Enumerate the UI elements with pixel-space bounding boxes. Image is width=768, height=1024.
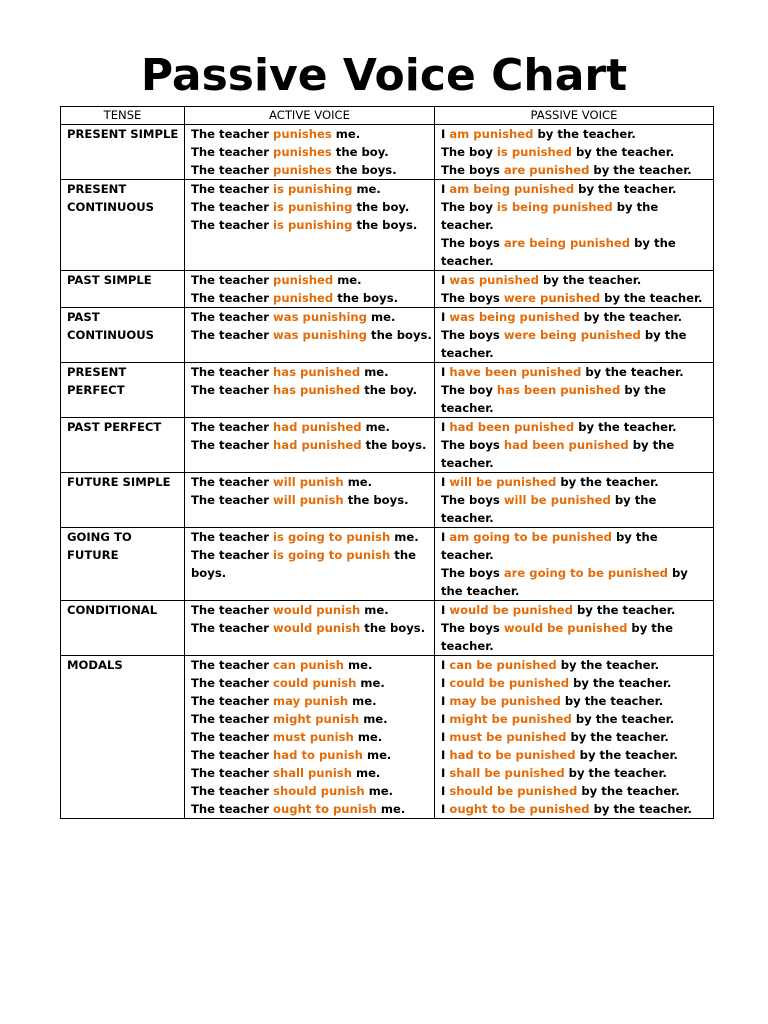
active-voice-cell (185, 308, 435, 363)
sentence-text: The teacher (191, 784, 274, 798)
sentence-text: by the teacher. (441, 530, 658, 562)
verb-highlight: should be punished (449, 784, 578, 798)
verb-highlight: am punished (449, 127, 534, 141)
tense-cell (61, 308, 185, 363)
verb-highlight: have been punished (449, 365, 582, 379)
table-row (61, 418, 714, 473)
active-voice-cell (185, 528, 435, 601)
active-voice-cell (185, 656, 435, 819)
verb-highlight: was punishing (273, 328, 367, 342)
sentence-text: The teacher (191, 420, 274, 434)
verb-highlight: will be punished (503, 493, 611, 507)
sentence-text: The boys (441, 163, 504, 177)
sentence-text: I (441, 802, 450, 816)
active-sentence (191, 692, 434, 710)
header-tense: TENSE (61, 107, 185, 125)
verb-highlight: was being punished (449, 310, 580, 324)
passive-voice-table (60, 106, 714, 819)
passive-voice-cell (435, 601, 714, 656)
sentence-text: by the teacher. (441, 438, 675, 470)
sentence-text: me. (343, 658, 373, 672)
sentence-text: The teacher (191, 748, 274, 762)
tense-label: PAST PERFECT (67, 420, 162, 434)
sentence-text: me. (348, 694, 377, 708)
sentence-text: me. (376, 802, 406, 816)
verb-highlight: could be punished (449, 676, 570, 690)
sentence-text: by the teacher. (574, 182, 677, 196)
passive-sentence (441, 564, 713, 600)
verb-highlight: punished (273, 291, 334, 305)
verb-highlight: might punish (273, 712, 360, 726)
verb-highlight: punishes (273, 163, 332, 177)
tense-cell (61, 271, 185, 308)
tense-label: PRESENT SIMPLE (67, 127, 179, 141)
verb-highlight: is punished (496, 145, 572, 159)
verb-highlight: were being punished (503, 328, 641, 342)
verb-highlight: am being punished (449, 182, 575, 196)
sentence-text: me. (361, 420, 390, 434)
verb-highlight: might be punished (449, 712, 572, 726)
active-sentence (191, 782, 434, 800)
verb-highlight: will punish (273, 493, 344, 507)
sentence-text: the boy. (331, 145, 389, 159)
passive-voice-cell (435, 125, 714, 180)
verb-highlight: punished (273, 273, 334, 287)
passive-sentence (441, 418, 713, 436)
passive-sentence (441, 728, 713, 746)
sentence-text: The teacher (191, 475, 274, 489)
sentence-text: I (441, 273, 450, 287)
table-row (61, 125, 714, 180)
passive-sentence (441, 782, 713, 800)
sentence-text: I (441, 730, 450, 744)
passive-sentence (441, 619, 713, 655)
active-sentence (191, 800, 434, 818)
verb-highlight: am going to be punished (449, 530, 612, 544)
tense-label: CONTINUOUS (67, 200, 155, 214)
sentence-text: me. (359, 712, 388, 726)
verb-highlight: is being punished (496, 200, 613, 214)
sentence-text: I (441, 676, 450, 690)
active-sentence (191, 674, 434, 692)
sentence-text: by the teacher. (564, 766, 667, 780)
verb-highlight: would punish (273, 603, 361, 617)
passive-sentence (441, 710, 713, 728)
sentence-text: the boys. (352, 218, 418, 232)
verb-highlight: had punished (273, 438, 362, 452)
sentence-text: the boys. (331, 163, 397, 177)
sentence-text: by the teacher. (533, 127, 636, 141)
table-row (61, 528, 714, 601)
verb-highlight: may be punished (449, 694, 561, 708)
passive-voice-cell (435, 656, 714, 819)
sentence-text: I (441, 712, 450, 726)
verb-highlight: is punishing (273, 218, 353, 232)
tense-label: PRESENT (67, 182, 127, 196)
sentence-text: by the teacher. (579, 310, 682, 324)
sentence-text: by the teacher. (571, 145, 675, 159)
active-sentence (191, 381, 434, 399)
verb-highlight: would punish (273, 621, 361, 635)
sentence-text: the boys. (360, 621, 426, 635)
tense-cell (61, 363, 185, 418)
verb-highlight: will be punished (449, 475, 557, 489)
sentence-text: The boys (441, 621, 504, 635)
sentence-text: me. (362, 748, 392, 762)
sentence-text: me. (351, 766, 381, 780)
passive-sentence (441, 473, 713, 491)
verb-highlight: were punished (503, 291, 601, 305)
active-voice-cell (185, 125, 435, 180)
sentence-text: The teacher (191, 766, 274, 780)
sentence-text: by the teacher. (556, 475, 659, 489)
sentence-text: The teacher (191, 493, 274, 507)
sentence-text: The teacher (191, 127, 274, 141)
verb-highlight: is going to punish (273, 530, 391, 544)
sentence-text: I (441, 310, 450, 324)
verb-highlight: can be punished (449, 658, 557, 672)
active-voice-cell (185, 271, 435, 308)
verb-highlight: may punish (273, 694, 349, 708)
active-sentence (191, 546, 434, 582)
verb-highlight: would be punished (503, 621, 628, 635)
sentence-text: me. (343, 475, 373, 489)
tense-label: CONDITIONAL (67, 603, 158, 617)
verb-highlight: could punish (273, 676, 357, 690)
tense-label: GOING TO (67, 530, 132, 544)
verb-highlight: is punishing (273, 200, 353, 214)
tense-cell (61, 180, 185, 271)
sentence-text: me. (353, 730, 383, 744)
sentence-text: I (441, 530, 450, 544)
passive-voice-cell (435, 308, 714, 363)
tense-cell (61, 418, 185, 473)
table-header-row (61, 107, 714, 125)
active-sentence (191, 710, 434, 728)
active-sentence (191, 764, 434, 782)
table-row (61, 363, 714, 418)
tense-label: MODALS (67, 658, 123, 672)
verb-highlight: are punished (503, 163, 590, 177)
passive-voice-cell (435, 473, 714, 528)
verb-highlight: will punish (273, 475, 344, 489)
verb-highlight: had to punish (273, 748, 363, 762)
sentence-text: I (441, 420, 450, 434)
sentence-text: by the teacher. (441, 200, 659, 232)
active-voice-cell (185, 363, 435, 418)
passive-sentence (441, 436, 713, 472)
sentence-text: the boys. (333, 291, 399, 305)
passive-sentence (441, 674, 713, 692)
passive-voice-cell (435, 363, 714, 418)
tense-label: FUTURE (67, 548, 119, 562)
tense-label: FUTURE SIMPLE (67, 475, 171, 489)
sentence-text: the boy. (352, 200, 410, 214)
active-sentence (191, 326, 434, 344)
header-active-voice: ACTIVE VOICE (185, 107, 435, 125)
tense-cell (61, 528, 185, 601)
sentence-text: The boys (441, 566, 504, 580)
sentence-text: by the teacher. (538, 273, 642, 287)
sentence-text: the boys. (343, 493, 409, 507)
sentence-text: I (441, 603, 450, 617)
passive-sentence (441, 692, 713, 710)
sentence-text: me. (352, 182, 381, 196)
sentence-text: The boys (441, 236, 504, 250)
active-sentence (191, 728, 434, 746)
tense-label: PERFECT (67, 383, 125, 397)
tense-cell (61, 601, 185, 656)
sentence-text: me. (360, 603, 389, 617)
active-sentence (191, 198, 434, 216)
sentence-text: The teacher (191, 694, 274, 708)
verb-highlight: has punished (273, 383, 361, 397)
passive-voice-cell (435, 271, 714, 308)
passive-voice-cell (435, 418, 714, 473)
verb-highlight: was punishing (273, 310, 367, 324)
sentence-text: by the teacher. (574, 420, 677, 434)
sentence-text: The teacher (191, 730, 274, 744)
passive-sentence (441, 363, 713, 381)
sentence-text: me. (366, 310, 396, 324)
active-sentence (191, 619, 434, 637)
passive-sentence (441, 601, 713, 619)
passive-sentence (441, 180, 713, 198)
sentence-text: The teacher (191, 802, 274, 816)
sentence-text: The boy (441, 383, 497, 397)
passive-sentence (441, 289, 713, 307)
sentence-text: The teacher (191, 218, 274, 232)
verb-highlight: would be punished (449, 603, 573, 617)
sentence-text: The teacher (191, 200, 274, 214)
sentence-text: me. (331, 127, 361, 141)
active-voice-cell (185, 473, 435, 528)
active-sentence (191, 125, 434, 143)
active-sentence (191, 601, 434, 619)
sentence-text: the boys. (361, 438, 427, 452)
passive-sentence (441, 161, 713, 179)
verb-highlight: had to be punished (449, 748, 576, 762)
verb-highlight: must punish (273, 730, 354, 744)
sentence-text: I (441, 766, 450, 780)
sentence-text: The teacher (191, 676, 274, 690)
active-sentence (191, 289, 434, 307)
sentence-text: The boy (441, 145, 497, 159)
verb-highlight: should punish (273, 784, 365, 798)
sentence-text: by the teacher. (600, 291, 703, 305)
sentence-text: the boys. (191, 548, 416, 580)
tense-label: PAST SIMPLE (67, 273, 152, 287)
sentence-text: The teacher (191, 712, 274, 726)
active-sentence (191, 271, 434, 289)
passive-sentence (441, 800, 713, 818)
passive-voice-cell (435, 180, 714, 271)
verb-highlight: has been punished (496, 383, 621, 397)
sentence-text: The teacher (191, 328, 274, 342)
sentence-text: by the teacher. (441, 621, 673, 653)
sentence-text: by the teacher. (441, 566, 688, 598)
passive-sentence (441, 381, 713, 417)
sentence-text: by the teacher. (577, 784, 680, 798)
active-sentence (191, 473, 434, 491)
active-sentence (191, 216, 434, 234)
sentence-text: The boys (441, 291, 504, 305)
page-title: Passive Voice Chart (140, 50, 628, 101)
active-sentence (191, 746, 434, 764)
sentence-text: by the teacher. (441, 236, 676, 268)
verb-highlight: punishes (273, 127, 332, 141)
sentence-text: I (441, 475, 450, 489)
passive-sentence (441, 491, 713, 527)
sentence-text: The boys (441, 493, 504, 507)
verb-highlight: has punished (273, 365, 361, 379)
verb-highlight: is punishing (273, 182, 353, 196)
verb-highlight: had punished (273, 420, 362, 434)
sentence-text: by the teacher. (441, 383, 666, 415)
sentence-text: by the teacher. (560, 694, 664, 708)
active-sentence (191, 491, 434, 509)
sentence-text: by the teacher. (441, 328, 687, 360)
tense-label: PRESENT (67, 365, 127, 379)
active-sentence (191, 528, 434, 546)
passive-sentence (441, 528, 713, 564)
sentence-text: I (441, 784, 450, 798)
sentence-text: The teacher (191, 163, 274, 177)
sentence-text: me. (333, 273, 362, 287)
active-sentence (191, 161, 434, 179)
passive-sentence (441, 271, 713, 289)
active-voice-cell (185, 180, 435, 271)
sentence-text: me. (364, 784, 394, 798)
sentence-text: The teacher (191, 273, 274, 287)
sentence-text: The boys (441, 328, 504, 342)
verb-highlight: ought to punish (273, 802, 377, 816)
active-voice-cell (185, 601, 435, 656)
active-voice-cell (185, 418, 435, 473)
active-sentence (191, 418, 434, 436)
sentence-text: The teacher (191, 383, 274, 397)
sentence-text: The teacher (191, 530, 274, 544)
sentence-text: by the teacher. (589, 163, 692, 177)
sentence-text: The boys (441, 438, 504, 452)
sentence-text: The teacher (191, 603, 274, 617)
passive-sentence (441, 125, 713, 143)
verb-highlight: can punish (273, 658, 344, 672)
sentence-text: by the teacher. (575, 748, 678, 762)
sentence-text: by the teacher. (556, 658, 659, 672)
sentence-text: The boy (441, 200, 497, 214)
verb-highlight: had been punished (503, 438, 629, 452)
sentence-text: The teacher (191, 621, 274, 635)
tense-cell (61, 125, 185, 180)
sentence-text: I (441, 365, 450, 379)
sentence-text: by the teacher. (566, 730, 669, 744)
passive-sentence (441, 656, 713, 674)
sentence-text: by the teacher. (571, 712, 675, 726)
passive-sentence (441, 198, 713, 234)
sentence-text: me. (360, 365, 389, 379)
sentence-text: I (441, 182, 450, 196)
sentence-text: by the teacher. (569, 676, 672, 690)
passive-sentence (441, 234, 713, 270)
table-row (61, 473, 714, 528)
active-sentence (191, 363, 434, 381)
passive-sentence (441, 764, 713, 782)
table-row (61, 656, 714, 819)
sentence-text: The teacher (191, 182, 274, 196)
table-row (61, 601, 714, 656)
tense-cell (61, 656, 185, 819)
active-sentence (191, 308, 434, 326)
verb-highlight: are going to be punished (503, 566, 668, 580)
sentence-text: The teacher (191, 145, 274, 159)
passive-sentence (441, 143, 713, 161)
sentence-text: The teacher (191, 438, 274, 452)
sentence-text: I (441, 748, 450, 762)
verb-highlight: are being punished (503, 236, 631, 250)
verb-highlight: ought to be punished (449, 802, 590, 816)
sentence-text: by the teacher. (572, 603, 676, 617)
sentence-text: The teacher (191, 548, 274, 562)
active-sentence (191, 656, 434, 674)
verb-highlight: had been punished (449, 420, 575, 434)
verb-highlight: was punished (449, 273, 539, 287)
passive-sentence (441, 746, 713, 764)
table-row (61, 308, 714, 363)
sentence-text: me. (390, 530, 419, 544)
active-sentence (191, 143, 434, 161)
sentence-text: the boy. (360, 383, 418, 397)
sentence-text: I (441, 658, 450, 672)
table-row (61, 180, 714, 271)
sentence-text: The teacher (191, 658, 274, 672)
tense-label: CONTINUOUS (67, 328, 155, 342)
tense-cell (61, 473, 185, 528)
sentence-text: the boys. (366, 328, 432, 342)
sentence-text: by the teacher. (441, 493, 657, 525)
active-sentence (191, 436, 434, 454)
tense-label: PAST (67, 310, 100, 324)
table-row (61, 271, 714, 308)
sentence-text: The teacher (191, 365, 274, 379)
sentence-text: I (441, 694, 450, 708)
header-passive-voice: PASSIVE VOICE (435, 107, 714, 125)
sentence-text: me. (356, 676, 385, 690)
active-sentence (191, 180, 434, 198)
verb-highlight: shall punish (273, 766, 352, 780)
sentence-text: by the teacher. (589, 802, 692, 816)
sentence-text: I (441, 127, 450, 141)
sentence-text: The teacher (191, 310, 274, 324)
verb-highlight: must be punished (449, 730, 567, 744)
sentence-text: by the teacher. (581, 365, 684, 379)
table-body (61, 125, 714, 819)
verb-highlight: punishes (273, 145, 332, 159)
passive-voice-cell (435, 528, 714, 601)
sentence-text: The teacher (191, 291, 274, 305)
passive-sentence (441, 308, 713, 326)
verb-highlight: shall be punished (449, 766, 565, 780)
verb-highlight: is going to punish (273, 548, 391, 562)
passive-sentence (441, 326, 713, 362)
